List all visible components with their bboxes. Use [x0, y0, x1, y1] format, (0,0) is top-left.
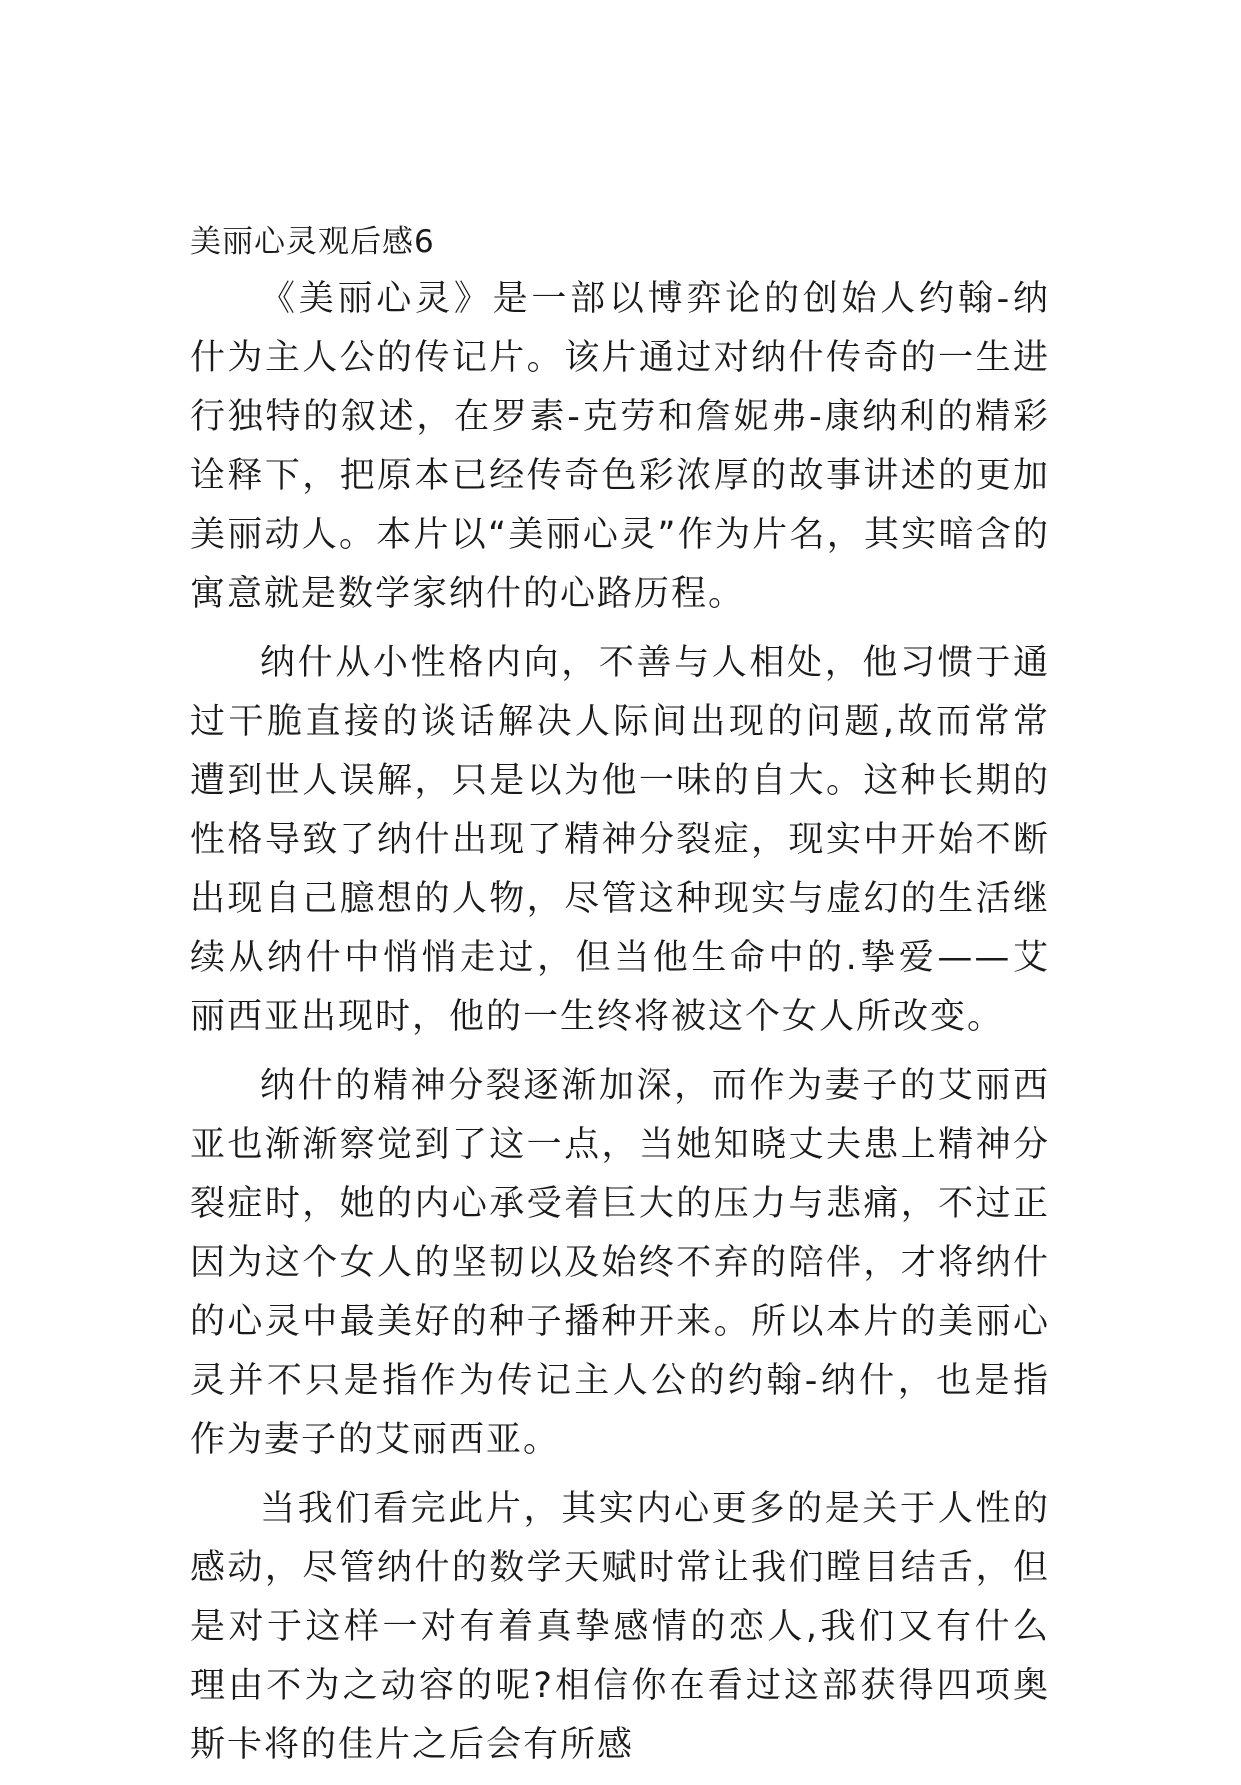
paragraph-2: 纳什从小性格内向，不善与人相处，他习惯于通过干脆直接的谈话解决人际间出现的问题,故而常常遭到世人误解，只是以为他一味的自大。这种长期的性格导致了纳什出现了精神分裂症，现实中开始不断出现自己臆想的人物，尽管这种现实与虚幻的生活继续从纳什中悄悄走过，但当他生命中的.挚爱——艾丽西亚出现时，他的一生终将被这个女人所改变。	[190, 643, 1050, 1037]
paragraph-3: 纳什的精神分裂逐渐加深，而作为妻子的艾丽西亚也渐渐察觉到了这一点，当她知晓丈夫患上精神分裂症时，她的内心承受着巨大的压力与悲痛，不过正因为这个女人的坚韧以及始终不弃的陪伴，才将纳什的心灵中最美好的种子播种开来。所以本片的美丽心灵并不只是指作为传记主人公的约翰-纳什，也是指作为妻子的艾丽西亚。	[190, 1066, 1050, 1460]
document-body	[190, 222, 1050, 1785]
document-title: 美丽心灵观后感6	[190, 224, 435, 260]
paragraph-1: 《美丽心灵》是一部以博弈论的创始人约翰-纳什为主人公的传记片。该片通过对纳什传奇的一生进行独特的叙述，在罗素-克劳和詹妮弗-康纳利的精彩诠释下，把原本已经传奇色彩浓厚的故事讲述的更加美丽动人。本片以“美丽心灵”作为片名，其实暗含的寓意就是数学家纳什的心路历程。	[190, 279, 1050, 614]
paragraph-4: 当我们看完此片，其实内心更多的是关于人性的感动，尽管纳什的数学天赋时常让我们瞠目结舌，但是对于这样一对有着真挚感情的恋人,我们又有什么理由不为之动容的呢?相信你在看过这部获得四项奥斯卡将的佳片之后会有所感	[190, 1489, 1050, 1765]
